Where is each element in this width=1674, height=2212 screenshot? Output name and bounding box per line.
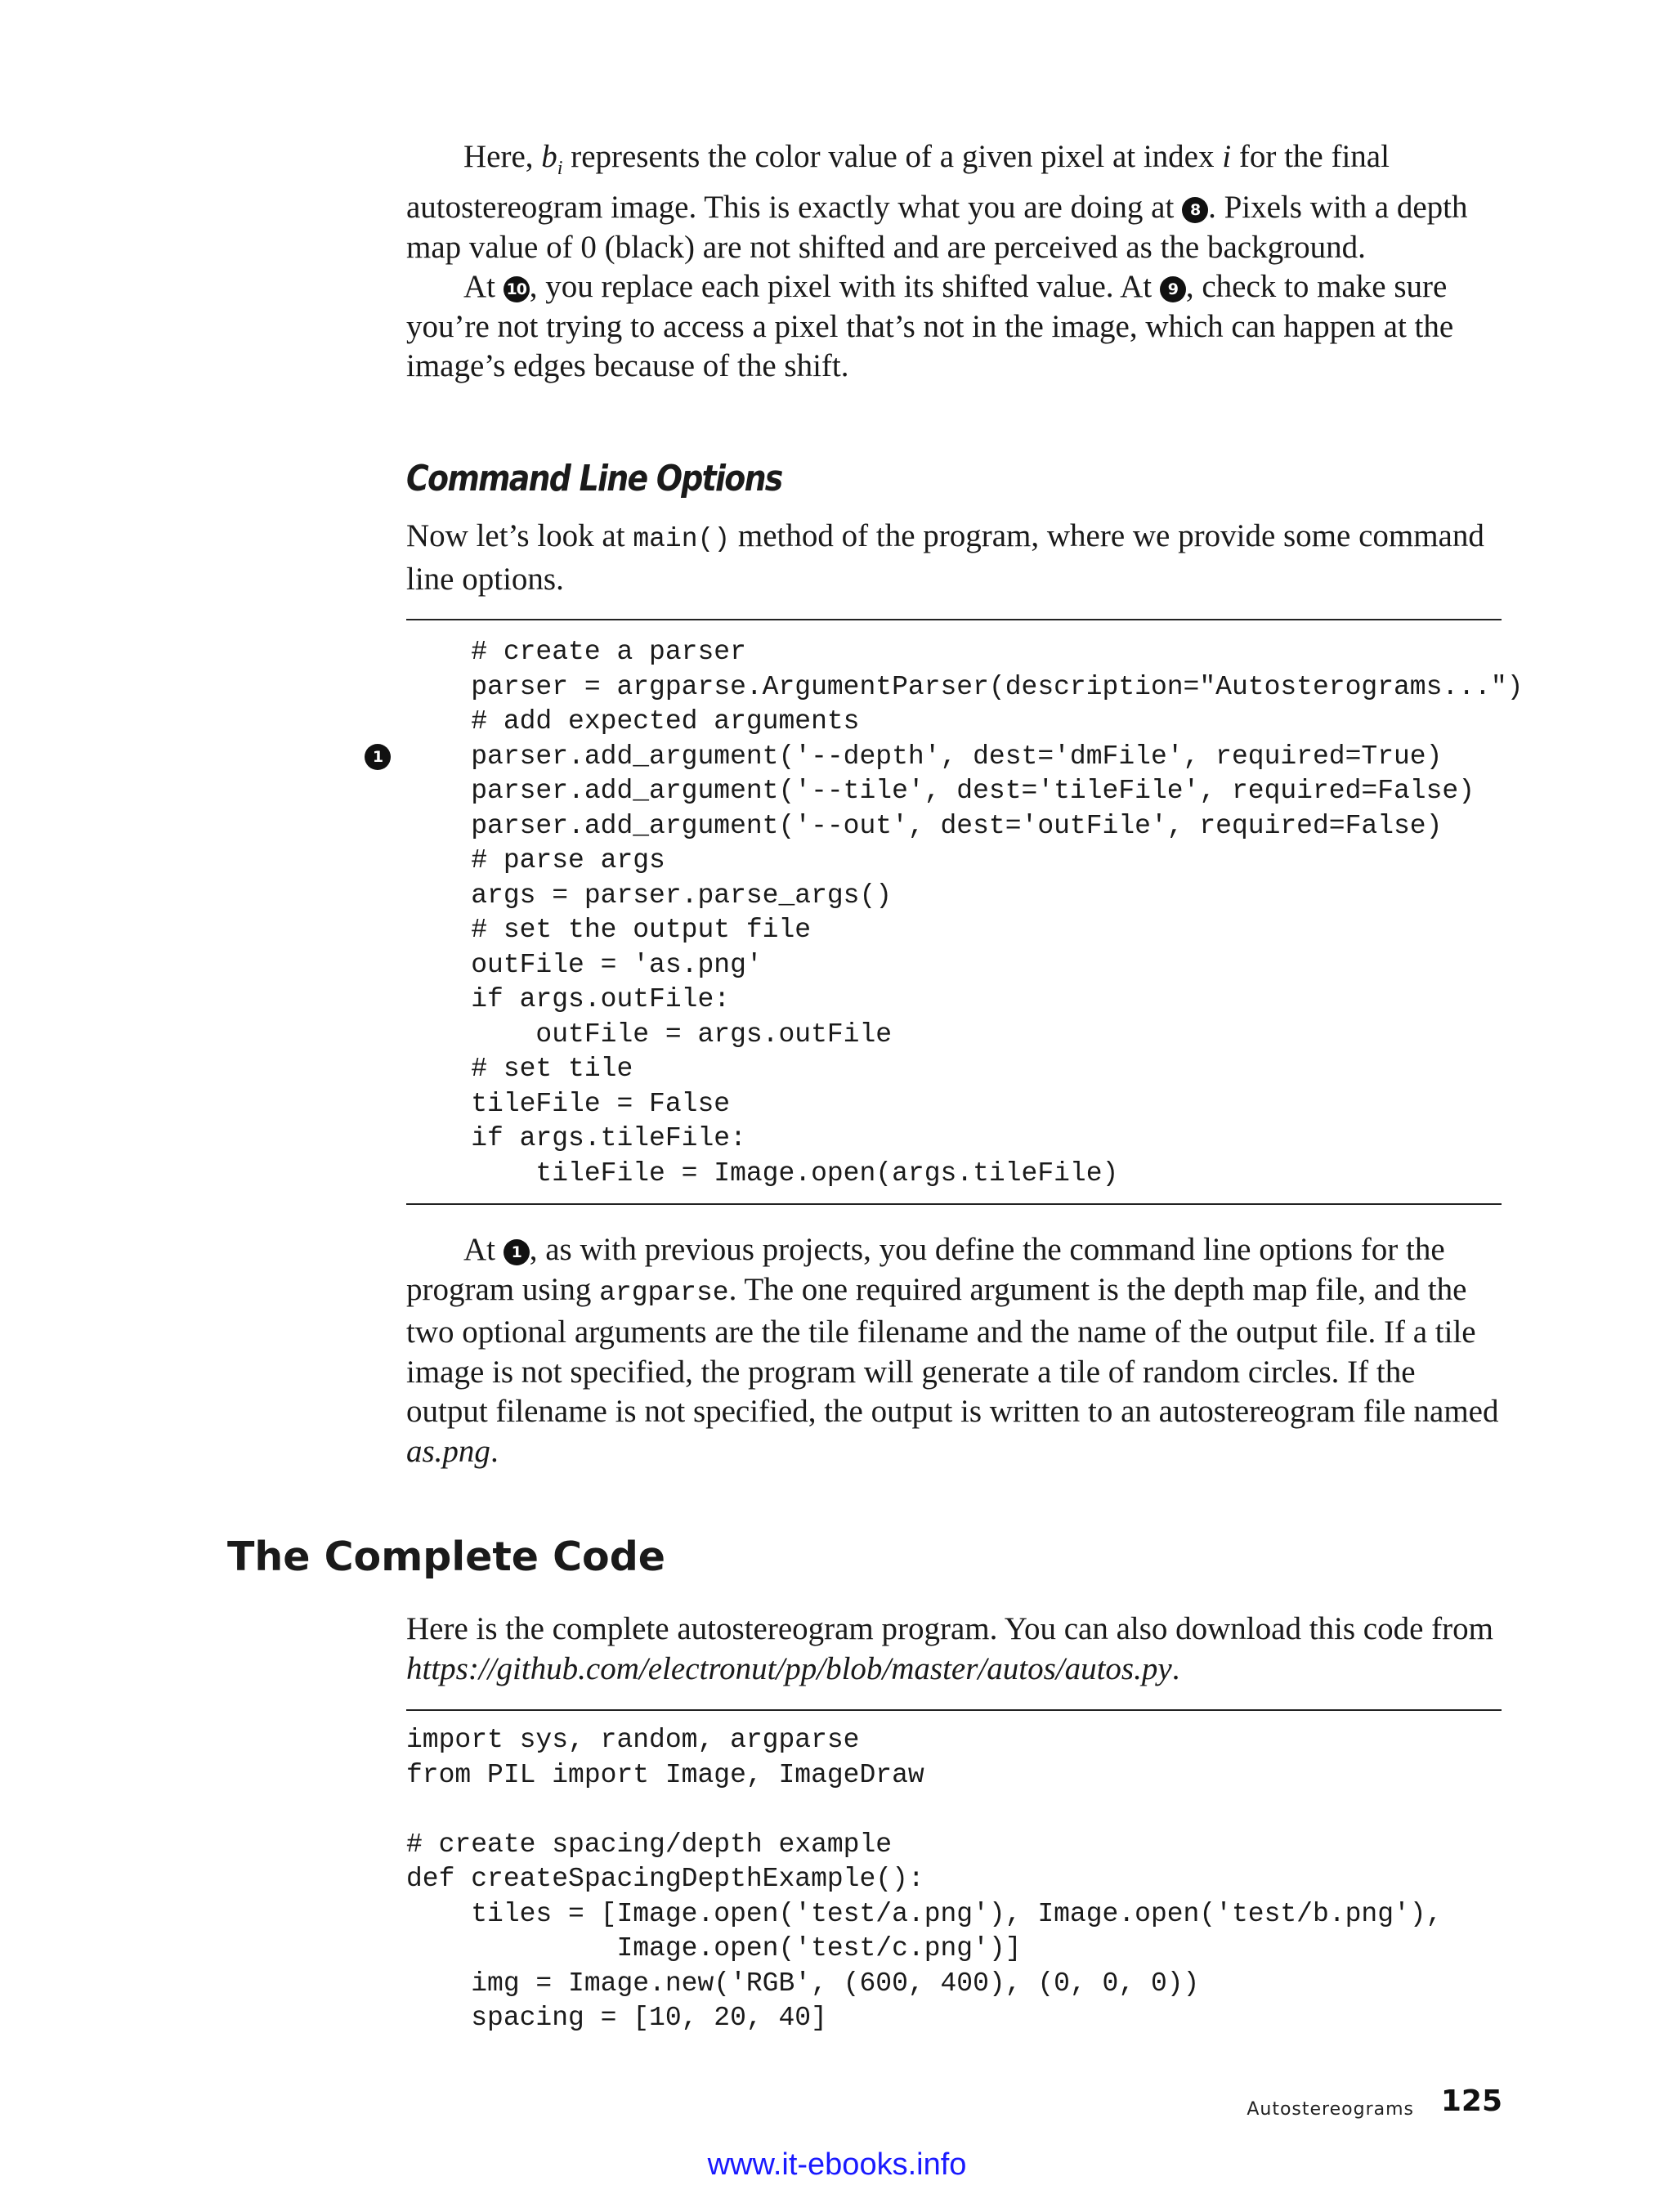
code-line: # create a parser [406,637,746,667]
code-line: parser.add_argument('--tile', dest='tileFile', required=False) [406,776,1475,806]
callout-marker: 10 [504,276,530,302]
code-line: # add expected arguments [406,706,860,737]
code-callout-marker: 1 [365,744,391,770]
code-line: tileFile = False [406,1088,731,1119]
code-line: spacing = [10, 20, 40] [406,2003,827,2033]
variable-i: i [1222,139,1232,174]
inline-code: main() [633,524,731,554]
code-line: # set tile [406,1054,633,1084]
watermark-link[interactable]: www.it-ebooks.info [707,2147,967,2182]
subscript-i: i [557,157,563,179]
page-number: 125 [1440,2084,1502,2118]
filename: as.png [406,1433,490,1469]
code-line: from PIL import Image, ImageDraw [406,1759,924,1790]
code-line: # parse args [406,845,665,875]
command-line-explanation: At 1 , as with previous projects, you define the command line options for the program using argparse. The one required argument is the depth map file, and the two optional arguments are the tile filename and the name of the output file. If a tile image is not specified, the program will generate a tile of random circles. If the output filename is not specified, the output is written to an autostereogram file named as.png. [406,1232,1499,1469]
callout-marker: 8 [1182,197,1208,223]
code-line: parser = argparse.ArgumentParser(description="Autosterograms...") [406,671,1524,702]
code-line: outFile = 'as.png' [406,949,763,980]
variable-b: b [541,139,557,174]
code-line: def createSpacingDepthExample(): [406,1864,924,1894]
code-line: tileFile = Image.open(args.tileFile) [406,1157,1119,1189]
code-rule-top [406,1709,1502,1711]
code-line: import sys, random, argparse [406,1725,860,1755]
section-subheading: Command Line Options [406,458,782,499]
code-line: parser.add_argument('--depth', dest='dmFile', required=True) [406,741,1443,772]
code-line: Image.open('test/c.png')] [406,1933,1022,1963]
paragraph-pixel-color: Here, $b_i$ represents the color value of a given pixel at index i for the final autostereogram image. This is exactly what you are doing at 8 . Pixels with a depth map value of 0 (black) are not shifted and are perceived as the background. [406,139,1468,265]
running-footer-chapter: Autostereograms [1247,2099,1414,2120]
code-rule-top [406,619,1502,620]
section-heading: The Complete Code [227,1534,666,1580]
callout-marker: 9 [1160,276,1186,302]
code-line: # set the output file [406,915,812,945]
code-listing-complete [406,1723,1442,2036]
code-line: tiles = [Image.open('test/a.png'), Image.open('test/b.png'), [406,1898,1443,1929]
code-line: if args.outFile: [406,984,731,1014]
complete-code-intro: Here is the complete autostereogram program. You can also download this code from https://github.com/electronut/pp/blob/master/autos/autos.py. [406,1611,1493,1686]
code-line: # create spacing/depth example [406,1829,893,1860]
code-line: if args.tileFile: [406,1123,746,1153]
intro-text [406,137,1502,387]
inline-code: argparse [599,1277,729,1308]
code-rule-bottom [406,1203,1502,1205]
code-line [406,1793,1442,1828]
download-url: https://github.com/electronut/pp/blob/master/autos/autos.py [406,1650,1172,1686]
code-line: args = parser.parse_args() [406,880,893,911]
code-listing-main [406,635,1523,1191]
code-line: parser.add_argument('--out', dest='outFile', required=False) [406,810,1443,841]
callout-marker: 1 [504,1239,530,1265]
code-line: img = Image.new('RGB', (600, 400), (0, 0, 0)) [406,1968,1200,1999]
command-line-intro: Now let’s look at main() method of the program, where we provide some command line options. [406,518,1484,597]
code-line: outFile = args.outFile [406,1019,893,1050]
paragraph-shift: At 10, you replace each pixel with its shifted value. At 9 , check to make sure you’re not trying to access a pixel that’s not in the image, which can happen at the image’s edges because of the shift. [406,269,1454,384]
